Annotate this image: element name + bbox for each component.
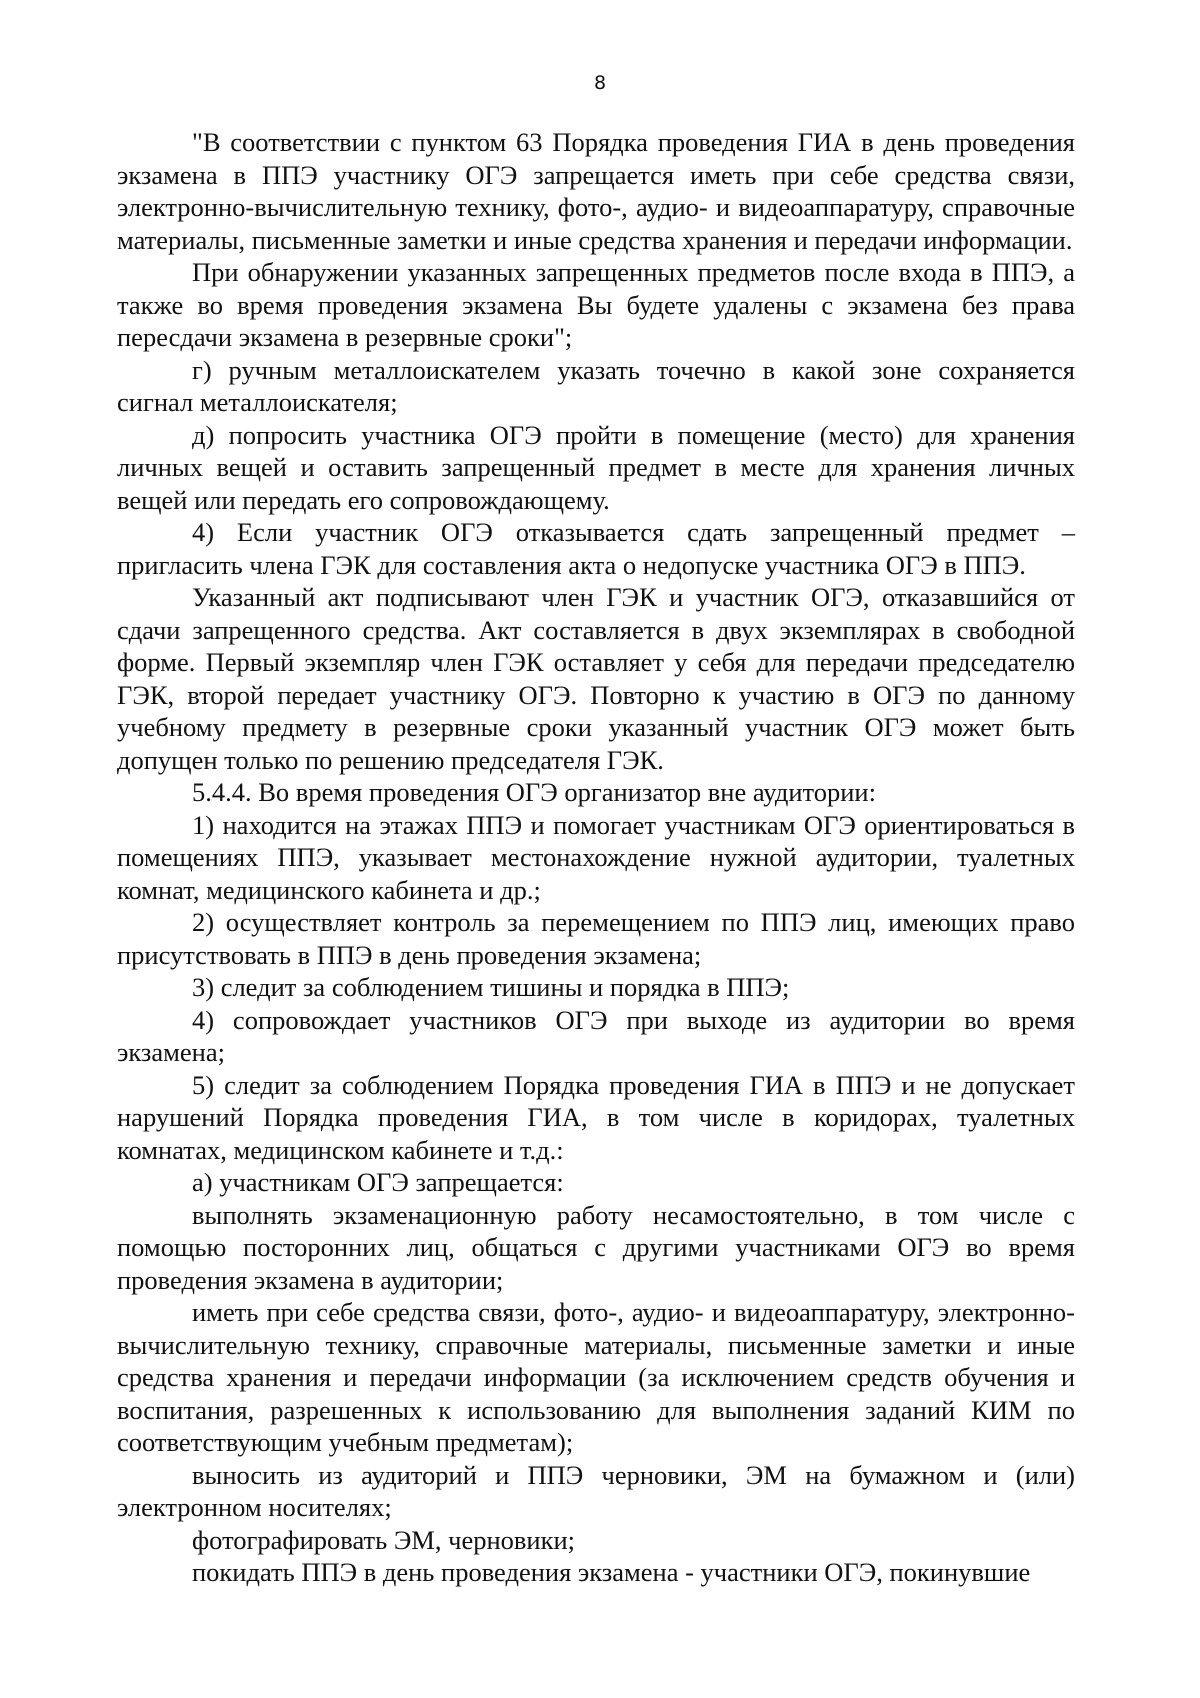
paragraph-item-4-refusal: 4) Если участник ОГЭ отказывается сдать запрещенный предмет – пригласить члена ГЭК для составления акта о недопуске участника ОГЭ в ППЭ. — [117, 517, 1075, 580]
paragraph-duty-5: 5) следит за соблюдением Порядка проведения ГИА в ППЭ и не допускает нарушений Порядка проведения ГИА, в том числе в коридорах, туалетных комнатах, медицинском кабинете и т.д.: — [117, 1069, 1075, 1165]
paragraph-prohibition-devices: иметь при себе средства связи, фото-, аудио- и видеоаппаратуру, электронно-вычислительную технику, справочные материалы, письменные заметки и иные средства хранения и передачи информации (за исключением средств обучения и воспитания, разрешенных к использованию для выполнения заданий КИМ по соответствующим учебным предметам); — [117, 1297, 1075, 1457]
paragraph-duty-4: 4) сопровождает участников ОГЭ при выходе из аудитории во время экзамена; — [117, 1004, 1075, 1067]
paragraph-item-d: д) попросить участника ОГЭ пройти в помещение (место) для хранения личных вещей и оставить запрещенный предмет в месте для хранения личных вещей или передать его сопровождающему. — [117, 419, 1075, 515]
paragraph-act-signing: Указанный акт подписывают член ГЭК и участник ОГЭ, отказавшийся от сдачи запрещенного средства. Акт составляется в двух экземплярах в свободной форме. Первый экземпляр член ГЭК оставляет у себя для передачи председателю ГЭК, второй передает участнику ОГЭ. Повторно к участию в ОГЭ по данному учебному предмету в резервные сроки указанный участник ОГЭ может быть допущен только по решению председателя ГЭК. — [117, 582, 1075, 775]
paragraph-item-a: а) участникам ОГЭ запрещается: — [192, 1167, 564, 1197]
page-number: 8 — [593, 72, 607, 94]
body-text — [117, 126, 1075, 1589]
section-heading-5-4-4: 5.4.4. Во время проведения ОГЭ организатор вне аудитории: — [192, 777, 876, 807]
paragraph-duty-2: 2) осуществляет контроль за перемещением по ППЭ лиц, имеющих право присутствовать в ППЭ в день проведения экзамена; — [117, 907, 1075, 970]
paragraph-prohibition-photographing: фотографировать ЭМ, черновики; — [192, 1524, 576, 1555]
paragraph-prohibition-leaving: покидать ППЭ в день проведения экзамена - участники ОГЭ, покинувшие — [192, 1557, 1031, 1587]
paragraph-duty-1: 1) находится на этажах ППЭ и помогает участникам ОГЭ ориентироваться в помещениях ППЭ, указывает местонахождение нужной аудитории, туалетных комнат, медицинского кабинета и др.; — [117, 809, 1075, 905]
paragraph-duty-3: 3) следит за соблюдением тишины и порядка в ППЭ; — [192, 972, 790, 1002]
paragraph-prohibition-removing-materials: выносить из аудиторий и ППЭ черновики, ЭМ на бумажном и (или) электронном носителях; — [117, 1459, 1075, 1522]
paragraph-prohibition-independent-work: выполнять экзаменационную работу несамостоятельно, в том числе с помощью посторонних лиц, общаться с другими участниками ОГЭ во время проведения экзамена в аудитории; — [117, 1199, 1075, 1295]
paragraph-quote-rules: "В соответствии с пунктом 63 Порядка проведения ГИА в день проведения экзамена в ППЭ участнику ОГЭ запрещается иметь при себе средства связи, электронно-вычислительную технику, фото-, аудио- и видеоаппаратуру, справочные материалы, письменные заметки и иные средства хранения и передачи информации. — [117, 127, 1075, 255]
paragraph-removal-warning: При обнаружении указанных запрещенных предметов после входа в ППЭ, а также во время проведения экзамена Вы будете удалены с экзамена без права пересдачи экзамена в резервные сроки"; — [117, 257, 1075, 352]
paragraph-item-g: г) ручным металлоискателем указать точечно в какой зоне сохраняется сигнал металлоискателя; — [117, 354, 1075, 417]
